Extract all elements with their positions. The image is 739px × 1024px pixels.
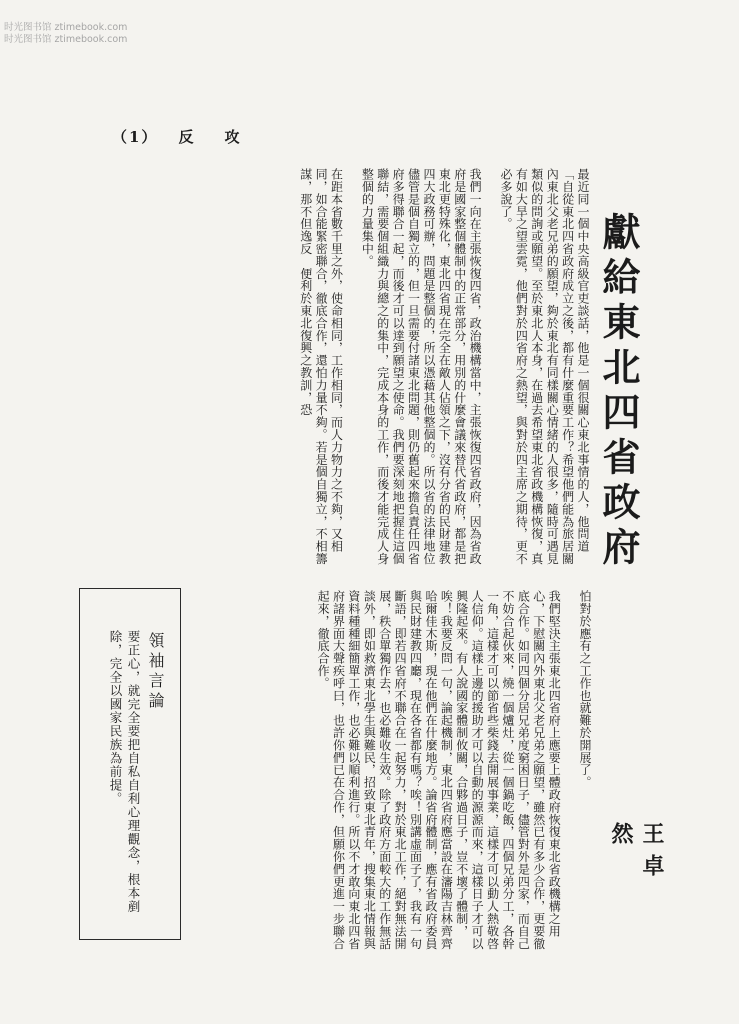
quote-box-text: 要正心，就完全要把自私自利心理觀念，根本剷除，完全以國家民族為前提。 xyxy=(108,630,141,914)
quote-box-title: 領袖言論 xyxy=(146,632,165,712)
page-header xyxy=(112,126,247,147)
article-author: 王卓然 xyxy=(608,822,665,886)
article-title: 獻給東北四省政府 xyxy=(596,212,641,572)
article-body-upper: 最近同一個中央高級官吏談話，他是一個很關心東北事情的人，他問道「自從東北四省政府成立之後，都有什麼重要工作？希望他們能為旅居關內東北父老兄弟的願望，夠於東北有同樣關心情緒的人很多，隨時可遇見類似的問詢或願望。至於東北人本身，在過去希望東北省政機構恢復，真有如大旱之望雲霓，他們對於四省府之熱望，與對於四主席之期待，更不必多說了。 我們一向在主張恢復四省，政治機構當中，主張恢復四省政府，因為省政府是國家整個體制中的正常部分，用別的什麼會議來替代省政府，都是把東北更特殊化，東北四省現在完全在敵人佔領之下，沒有分省的民財建教四大政務可辦，問題是整個的，所以憑藉其他整個的。所以省的法律地位儘管是個自獨立的，但一旦需要付諸東北問題，則仍舊起來擔負責任四省府多得聯合一起，而後才可以達到願望之使命。我們要深刻地把握住這個聯結，需要個組織力與總之的集中，完成本身的工作，而後才能完成人身整個的力量集中。 在距本省數千里之外，使命相同，工作相同，而人力物力之不夠，又相同，如合能緊密聯合，徹底合作，還怕力量不夠。若是個自獨立，不相籌謀，那不但逸反 便利於東北復興之教訓，恐 xyxy=(298,168,590,565)
publication-title: 反 攻 xyxy=(178,128,248,146)
watermark: 时光图书馆 ztimebook.com 时光图书馆 ztimebook.com xyxy=(4,22,128,45)
page-number: （1） xyxy=(112,128,159,146)
article-body-lower: 怕對於應有之工作也就難於開展了。 我們堅決主張東北四省府上應要上體政府恢復東北省政機構之用心，下慰關內外東北父老兄弟之願望，雖然已有多少合作，更要徹底合作。如同四個分居兄弟度窮困日子，儘管對外是四家，而自己不妨合起伙來，燒一個爐灶，從一個鍋吃飯，四個兄弟分工，各幹一角，這樣才可以節省些柴錢去開展事業，這樣才可以動人熱敬啓人信仰。這樣上邊的援助才可以自動的源源而來，這樣日子才可以興隆起來。有人說國家體制攸關，合夥過日子，豈不壞了體制，唉！我要反問一句，論起機制，東北四省府應當設在瀋陽吉林齊齊哈爾佳木斯，現在他們在什麼地方。論省府體制，應有省政府委員與民財建教四廳，現在各省都有嗎？唉！別講虛面子了，我有一句斷語，即若四省府不聯合在一起努力，對於東北工作，絕對無法開展，秩合單獨作去，也必難收生效。除了政府方面較大的工作無話談外，即如救濟東北學生與難民，招致東北青年，搜集東北情報與資料種種細簡單工作，也必難以順利進行。所以不才敢向東北四省府諸界面大聲疾呼曰，也許你們已在合作，但願你們更進一步聯合起來，徹底合作。 xyxy=(316,590,592,950)
